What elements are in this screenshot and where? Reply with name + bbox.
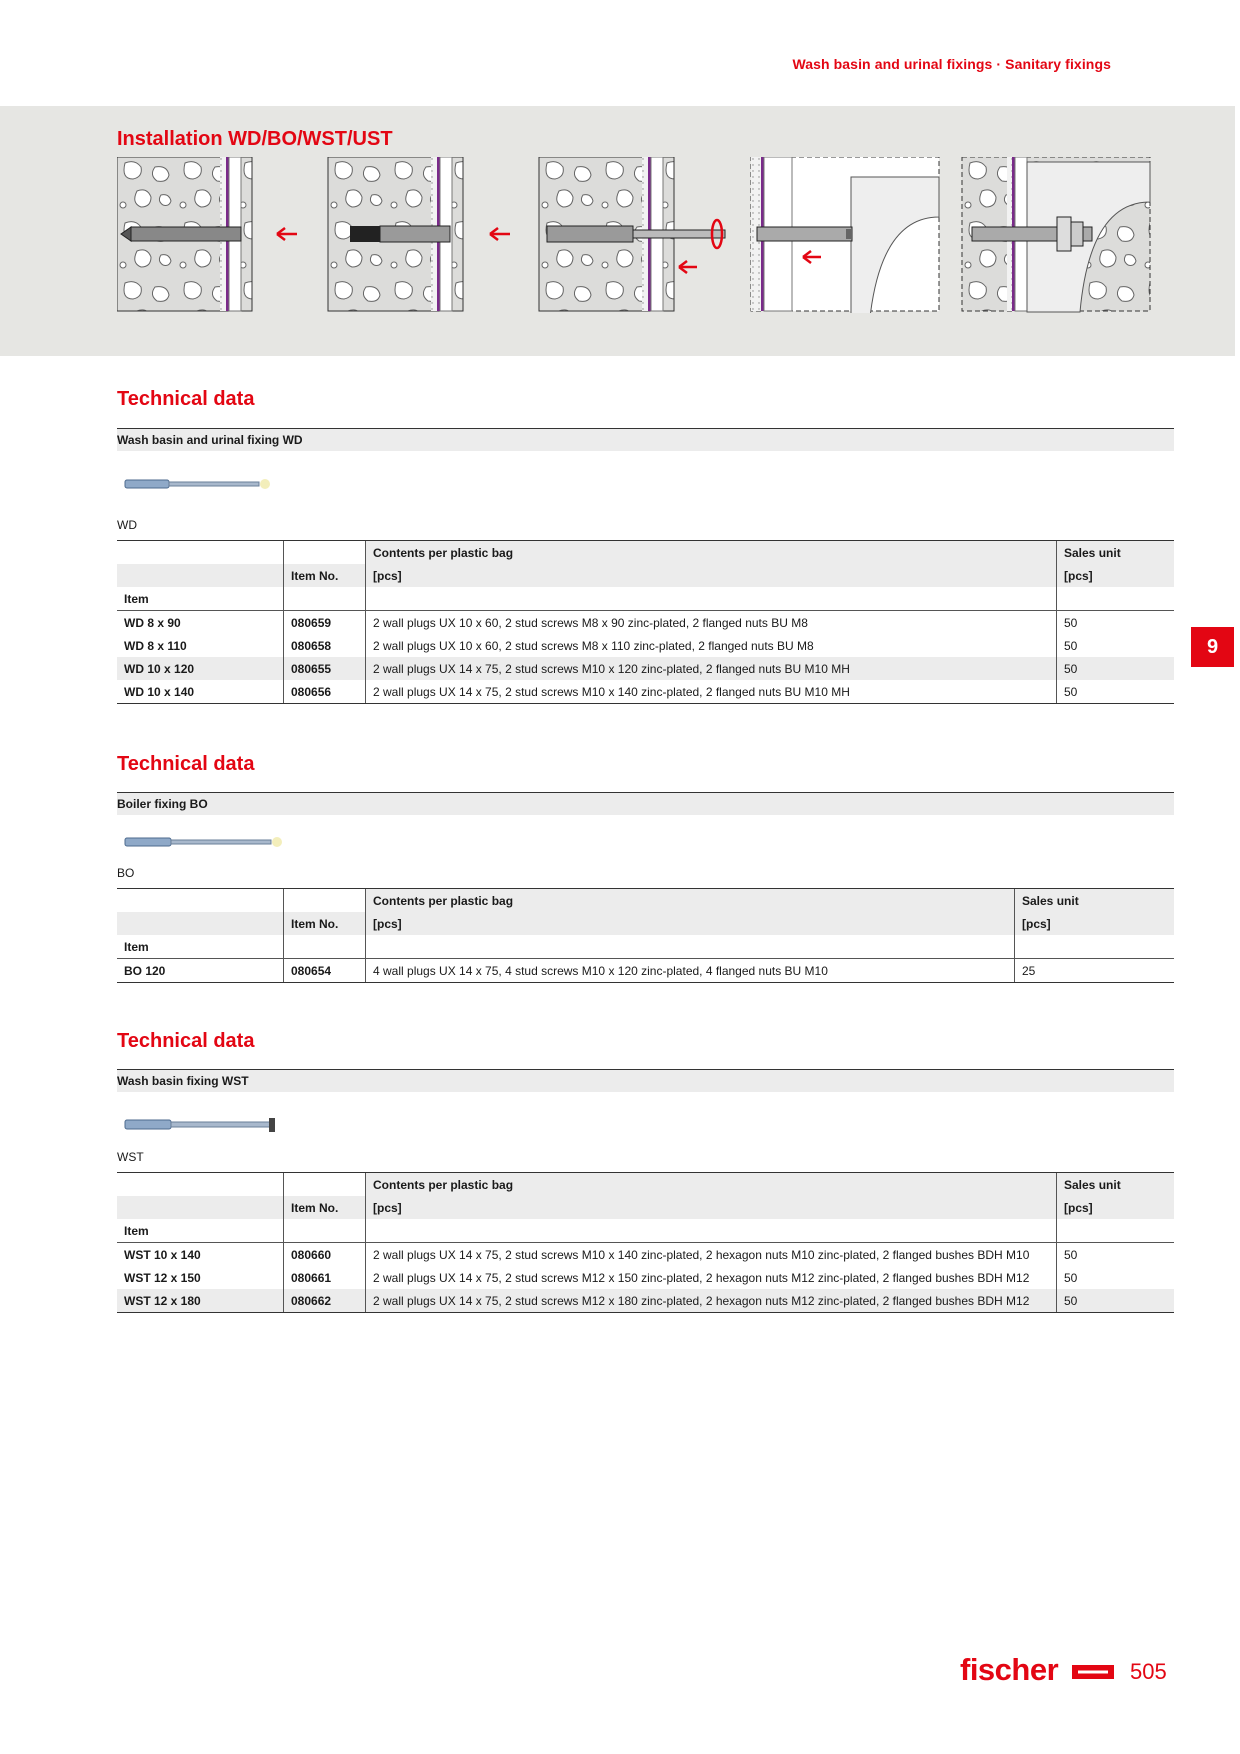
product-code: BO [117,866,135,880]
table-row [117,634,1174,657]
header-empty [1057,587,1175,611]
header-empty [1057,1219,1175,1243]
cell-item-no: 080658 [284,634,366,657]
cell-item-no: 080661 [284,1266,366,1289]
table-row [117,959,1174,983]
cell-contents: 2 wall plugs UX 14 x 75, 2 stud screws M12 x 150 zinc-plated, 2 hexagon nuts M12 zinc-plated, 2 flanged bushes BDH M12 [366,1266,1057,1289]
header-sales: Sales unit [1057,1173,1175,1197]
page-number: 505 [1130,1659,1167,1684]
product-name-text: Wash basin and urinal fixing WD [117,433,303,447]
header-contents-unit: [pcs] [366,564,1057,587]
cell-sales: 50 [1057,1289,1175,1313]
cell-item: WD 8 x 90 [124,615,181,630]
cell-item-no: 080659 [284,611,366,635]
step-insert-plug [328,157,510,311]
table-row [117,1243,1174,1267]
header-contents-unit: [pcs] [366,1196,1057,1219]
cell-item: WST 12 x 150 [124,1270,201,1285]
product-name [117,1070,1174,1092]
cell-sales: 50 [1057,680,1175,704]
cell-item: WST 10 x 140 [124,1247,201,1262]
cell-sales: 25 [1015,959,1175,983]
header-empty [1015,935,1175,959]
installation-title: Installation WD/BO/WST/UST [117,128,393,150]
header-empty [117,912,284,935]
header-item-no: Item No. [284,1196,366,1219]
cell-contents: 2 wall plugs UX 14 x 75, 2 stud screws M12 x 180 zinc-plated, 2 hexagon nuts M12 zinc-plated, 2 flanged bushes BDH M12 [366,1289,1057,1313]
cell-item: WD 10 x 120 [117,657,284,680]
step-screw-in [539,157,725,311]
cell-sales: 50 [1057,1243,1175,1267]
cell-contents: 2 wall plugs UX 10 x 60, 2 stud screws M8 x 90 zinc-plated, 2 flanged nuts BU M8 [366,611,1057,635]
header-contents: Contents per plastic bag [366,541,1057,565]
step-fastened [962,157,1150,312]
product-image-bo [117,832,287,852]
header-empty [117,1173,284,1197]
brand-logo: fischer [960,1652,1059,1687]
product-name-text: Boiler fixing BO [117,797,208,811]
table-wst [117,1172,1174,1313]
header-empty [366,935,1015,959]
header-sales: Sales unit [1057,541,1175,565]
table-row [117,1266,1174,1289]
cell-sales: 50 [1057,634,1175,657]
product-code: WD [117,518,137,532]
cell-item-no: 080656 [284,680,366,704]
header-empty [284,1173,366,1197]
cell-item-no: 080660 [284,1243,366,1267]
table-row [117,611,1174,635]
header-contents-unit: [pcs] [366,912,1015,935]
header-item: Item [117,935,284,959]
cell-contents: 2 wall plugs UX 14 x 75, 2 stud screws M10 x 120 zinc-plated, 2 flanged nuts BU M10 MH [366,657,1057,680]
header-empty [117,889,284,913]
table-row [117,657,1174,680]
header-empty [366,587,1057,611]
cell-sales: 50 [1057,611,1175,635]
header-empty [284,1219,366,1243]
cell-item: WD 10 x 140 [117,680,284,704]
header-empty [284,889,366,913]
table-row [117,1289,1174,1313]
product-name [117,793,1174,815]
header-item-no: Item No. [284,912,366,935]
cell-item: WD 8 x 110 [124,638,187,653]
header-empty [117,1196,284,1219]
section-title: Technical data [117,388,255,410]
table-wd [117,540,1174,704]
step-mount-basin [751,157,939,313]
header-contents: Contents per plastic bag [366,1173,1057,1197]
installation-diagrams [117,157,1157,313]
table-bo [117,888,1174,983]
product-name [117,429,1174,451]
cell-item-no: 080654 [284,959,366,983]
cell-item-no: 080655 [284,657,366,680]
header-empty [284,587,366,611]
cell-contents: 2 wall plugs UX 14 x 75, 2 stud screws M10 x 140 zinc-plated, 2 hexagon nuts M10 zinc-plated, 2 flanged bushes BDH M10 [366,1243,1057,1267]
running-header: Wash basin and urinal fixings · Sanitary fixings [792,56,1111,72]
cell-sales: 50 [1057,657,1175,680]
cell-contents: 2 wall plugs UX 10 x 60, 2 stud screws M8 x 110 zinc-plated, 2 flanged nuts BU M8 [366,634,1057,657]
header-empty [366,1219,1057,1243]
header-sales: Sales unit [1015,889,1175,913]
brand-mark-icon [1072,1665,1114,1679]
step-drill [117,157,297,311]
header-item-no: Item No. [284,564,366,587]
header-empty [117,541,284,565]
cell-sales: 50 [1057,1266,1175,1289]
cell-item-no: 080662 [284,1289,366,1313]
section-title: Technical data [117,1030,255,1052]
header-item: Item [117,587,284,611]
product-code: WST [117,1150,144,1164]
header-item: Item [117,1219,284,1243]
header-sales-unit: [pcs] [1015,912,1175,935]
cell-contents: 2 wall plugs UX 14 x 75, 2 stud screws M10 x 140 zinc-plated, 2 flanged nuts BU M10 MH [366,680,1057,704]
cell-item: BO 120 [117,959,284,983]
chapter-tab: 9 [1191,627,1234,667]
header-empty [284,935,366,959]
header-contents: Contents per plastic bag [366,889,1015,913]
product-image-wd [117,474,277,494]
cell-item: WST 12 x 180 [117,1289,284,1313]
header-sales-unit: [pcs] [1057,1196,1175,1219]
product-name-text: Wash basin fixing WST [117,1074,249,1088]
cell-contents: 4 wall plugs UX 14 x 75, 4 stud screws M10 x 120 zinc-plated, 4 flanged nuts BU M10 [366,959,1015,983]
product-image-wst [117,1114,287,1136]
header-sales-unit: [pcs] [1057,564,1175,587]
header-empty [284,541,366,565]
section-title: Technical data [117,753,255,775]
table-row [117,680,1174,704]
header-empty [117,564,284,587]
